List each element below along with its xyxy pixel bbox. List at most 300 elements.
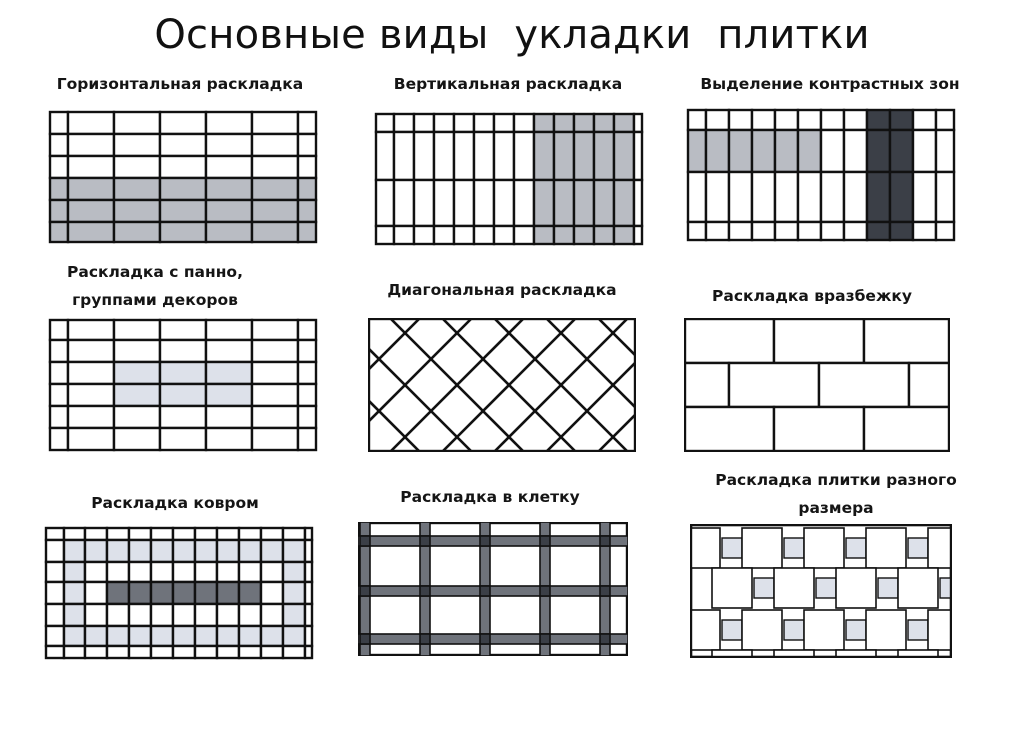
tile xyxy=(206,362,252,384)
small-tile xyxy=(846,620,866,640)
tile xyxy=(114,178,160,200)
tile xyxy=(594,180,614,226)
tile xyxy=(298,428,316,450)
tile xyxy=(474,226,494,244)
tile xyxy=(160,384,206,406)
tile xyxy=(68,320,114,340)
tile xyxy=(283,562,305,582)
tile xyxy=(936,130,954,172)
tile xyxy=(844,110,867,130)
tile xyxy=(151,582,173,604)
checker-band-horizontal xyxy=(358,586,628,596)
checkered-layout-pattern xyxy=(358,522,628,656)
tile xyxy=(394,114,414,132)
tile xyxy=(554,226,574,244)
tile xyxy=(114,340,160,362)
tile xyxy=(298,112,316,134)
brick-tile xyxy=(909,363,949,407)
tile xyxy=(173,582,195,604)
tile xyxy=(107,528,129,540)
tile xyxy=(173,528,195,540)
checker-cross xyxy=(420,586,430,596)
tile xyxy=(574,226,594,244)
brick-tile xyxy=(774,407,864,451)
tile xyxy=(261,582,283,604)
tile xyxy=(936,172,954,222)
tile xyxy=(114,134,160,156)
tile xyxy=(239,646,261,658)
tile xyxy=(283,540,305,562)
tile xyxy=(252,200,298,222)
staggered-layout-pattern xyxy=(684,318,950,452)
tile xyxy=(195,528,217,540)
tile xyxy=(913,130,936,172)
tile xyxy=(867,110,890,130)
checker-cross xyxy=(600,634,610,644)
tile xyxy=(798,110,821,130)
tile xyxy=(283,604,305,626)
checker-band-horizontal xyxy=(358,536,628,546)
tile xyxy=(85,528,107,540)
caption-contrast-zones xyxy=(690,70,970,98)
tile xyxy=(305,626,312,646)
tile xyxy=(867,130,890,172)
tile xyxy=(206,384,252,406)
tile xyxy=(913,222,936,240)
tile xyxy=(160,178,206,200)
tile xyxy=(195,540,217,562)
tile xyxy=(298,340,316,362)
tile xyxy=(283,626,305,646)
tile xyxy=(614,132,634,180)
tile xyxy=(64,562,85,582)
tile xyxy=(376,114,394,132)
tile xyxy=(376,226,394,244)
tile xyxy=(688,130,706,172)
tile xyxy=(821,172,844,222)
small-tile xyxy=(784,620,804,640)
tile xyxy=(107,646,129,658)
large-tile xyxy=(866,610,906,650)
tile xyxy=(494,132,514,180)
tile xyxy=(454,226,474,244)
tile xyxy=(68,362,114,384)
tile xyxy=(434,132,454,180)
tile xyxy=(298,384,316,406)
large-tile xyxy=(742,610,782,650)
tile xyxy=(68,340,114,362)
tile xyxy=(195,562,217,582)
tile xyxy=(50,112,68,134)
tile xyxy=(890,110,913,130)
caption-line: Выделение контрастных зон xyxy=(700,75,960,93)
tile xyxy=(64,626,85,646)
tile xyxy=(867,222,890,240)
tile xyxy=(283,528,305,540)
tile xyxy=(151,604,173,626)
tile xyxy=(252,362,298,384)
tile xyxy=(514,132,534,180)
tile xyxy=(206,178,252,200)
brick-tile xyxy=(864,319,949,363)
brick-tile xyxy=(774,319,864,363)
caption-checkered xyxy=(350,483,630,511)
tile xyxy=(913,172,936,222)
tile xyxy=(129,528,151,540)
tile xyxy=(706,172,729,222)
tile xyxy=(394,132,414,180)
caption-line: Вертикальная раскладка xyxy=(393,75,623,93)
tile xyxy=(46,540,64,562)
tile xyxy=(46,604,64,626)
tile xyxy=(217,562,239,582)
tile xyxy=(160,222,206,242)
brick-tile xyxy=(729,363,819,407)
tile xyxy=(261,562,283,582)
tile xyxy=(85,582,107,604)
large-tile xyxy=(836,568,876,608)
tile xyxy=(129,604,151,626)
tile xyxy=(217,528,239,540)
tile xyxy=(729,172,752,222)
tile xyxy=(68,178,114,200)
small-tile xyxy=(908,538,928,558)
tile xyxy=(85,540,107,562)
tile xyxy=(594,114,614,132)
tile xyxy=(173,646,195,658)
tile xyxy=(173,626,195,646)
tile xyxy=(50,320,68,340)
brick-tile xyxy=(819,363,909,407)
tile xyxy=(752,110,775,130)
tile xyxy=(594,226,614,244)
tile xyxy=(688,110,706,130)
large-tile xyxy=(712,568,752,608)
tile xyxy=(775,110,798,130)
tile xyxy=(574,180,594,226)
tile xyxy=(283,582,305,604)
tile xyxy=(594,132,614,180)
tile xyxy=(298,406,316,428)
tile xyxy=(173,540,195,562)
tile xyxy=(534,132,554,180)
tile xyxy=(50,178,68,200)
large-tile xyxy=(690,610,720,650)
tile xyxy=(252,222,298,242)
large-tile xyxy=(804,528,844,568)
tile xyxy=(85,604,107,626)
caption-line: Раскладка с панно, xyxy=(67,263,243,281)
tile xyxy=(821,222,844,240)
caption-mixed-size xyxy=(696,466,976,522)
tile xyxy=(160,134,206,156)
tile xyxy=(913,110,936,130)
tile xyxy=(634,114,642,132)
caption-line: Горизонтальная раскладка xyxy=(56,75,304,93)
tile xyxy=(206,200,252,222)
tile xyxy=(474,180,494,226)
small-tile xyxy=(846,538,866,558)
checker-cross xyxy=(360,586,370,596)
tile xyxy=(129,626,151,646)
tile xyxy=(68,384,114,406)
tile xyxy=(614,180,634,226)
tile xyxy=(129,562,151,582)
tile xyxy=(261,626,283,646)
tile xyxy=(239,540,261,562)
tile xyxy=(46,646,64,658)
tile xyxy=(239,582,261,604)
tile xyxy=(574,132,594,180)
tile xyxy=(239,604,261,626)
caption-line: Раскладка в клетку xyxy=(400,488,580,506)
large-tile xyxy=(928,528,952,568)
tile xyxy=(454,132,474,180)
tile xyxy=(151,562,173,582)
tile xyxy=(414,226,434,244)
tile xyxy=(434,226,454,244)
tile xyxy=(160,362,206,384)
large-tile xyxy=(866,528,906,568)
tile xyxy=(217,604,239,626)
tile xyxy=(68,200,114,222)
page-title: Основные виды укладки плитки xyxy=(154,12,870,58)
tile xyxy=(217,626,239,646)
tile xyxy=(107,540,129,562)
tile xyxy=(752,172,775,222)
tile xyxy=(206,320,252,340)
tile xyxy=(85,626,107,646)
large-tile xyxy=(804,610,844,650)
tile xyxy=(688,222,706,240)
tile xyxy=(46,562,64,582)
caption-panel-decor xyxy=(30,258,280,314)
tile xyxy=(298,156,316,178)
checker-cross xyxy=(540,586,550,596)
tile xyxy=(46,582,64,604)
tile xyxy=(305,528,312,540)
diagonal-layout-pattern xyxy=(368,318,636,452)
tile xyxy=(217,646,239,658)
tile xyxy=(305,604,312,626)
tile xyxy=(261,646,283,658)
tile xyxy=(454,180,474,226)
tile xyxy=(298,222,316,242)
large-tile xyxy=(690,528,720,568)
brick-tile xyxy=(685,363,729,407)
carpet-layout-pattern xyxy=(44,526,314,660)
tile xyxy=(50,362,68,384)
checker-cross xyxy=(360,634,370,644)
tile xyxy=(107,562,129,582)
checker-cross xyxy=(540,634,550,644)
tile xyxy=(305,582,312,604)
tile xyxy=(688,172,706,222)
tile xyxy=(151,528,173,540)
checker-cross xyxy=(480,634,490,644)
tile xyxy=(394,180,414,226)
tile xyxy=(46,626,64,646)
tile xyxy=(50,384,68,406)
tile xyxy=(252,134,298,156)
tile xyxy=(195,626,217,646)
tile xyxy=(68,222,114,242)
tile xyxy=(414,132,434,180)
tile xyxy=(729,130,752,172)
tile xyxy=(252,112,298,134)
small-tile xyxy=(816,578,836,598)
checker-cross xyxy=(360,536,370,546)
tile xyxy=(85,562,107,582)
tile xyxy=(160,156,206,178)
tile xyxy=(752,130,775,172)
tile xyxy=(50,156,68,178)
tile xyxy=(46,528,64,540)
tile xyxy=(129,646,151,658)
caption-line: Раскладка плитки разного xyxy=(715,471,957,489)
tile xyxy=(160,320,206,340)
tile xyxy=(160,340,206,362)
tile xyxy=(414,180,434,226)
tile xyxy=(298,200,316,222)
tile xyxy=(867,172,890,222)
tile xyxy=(798,222,821,240)
tile xyxy=(151,646,173,658)
tile xyxy=(634,180,642,226)
caption-line: Раскладка ковром xyxy=(91,494,259,512)
tile xyxy=(68,428,114,450)
tile xyxy=(554,180,574,226)
tile xyxy=(64,604,85,626)
tile xyxy=(129,582,151,604)
tile xyxy=(206,428,252,450)
tile xyxy=(206,406,252,428)
tile xyxy=(534,226,554,244)
tile xyxy=(114,200,160,222)
tile xyxy=(160,428,206,450)
tile xyxy=(775,172,798,222)
tile xyxy=(494,114,514,132)
large-tile xyxy=(928,610,952,650)
tile xyxy=(706,110,729,130)
tile xyxy=(107,626,129,646)
tile xyxy=(554,132,574,180)
tile xyxy=(305,562,312,582)
tile xyxy=(305,540,312,562)
tile xyxy=(50,134,68,156)
tile xyxy=(239,626,261,646)
tile xyxy=(195,604,217,626)
tile xyxy=(206,340,252,362)
small-tile xyxy=(908,620,928,640)
checker-band-horizontal xyxy=(358,634,628,644)
tile xyxy=(64,646,85,658)
tile xyxy=(114,384,160,406)
tile xyxy=(252,384,298,406)
panel-decor-pattern xyxy=(48,318,318,452)
tile xyxy=(50,340,68,362)
tile xyxy=(298,320,316,340)
tile xyxy=(252,340,298,362)
tile xyxy=(394,226,414,244)
tile xyxy=(798,130,821,172)
tile xyxy=(514,180,534,226)
brick-tile xyxy=(864,407,949,451)
tile xyxy=(217,540,239,562)
tile xyxy=(614,114,634,132)
tile xyxy=(890,130,913,172)
vertical-layout-pattern xyxy=(374,112,644,246)
tile xyxy=(114,320,160,340)
tile xyxy=(68,406,114,428)
tile xyxy=(634,132,642,180)
large-tile xyxy=(774,568,814,608)
tile xyxy=(129,540,151,562)
tile xyxy=(107,604,129,626)
small-tile xyxy=(722,620,742,640)
tile xyxy=(261,540,283,562)
tile xyxy=(376,180,394,226)
tile xyxy=(206,134,252,156)
caption-line: группами декоров xyxy=(72,291,238,309)
small-tile xyxy=(754,578,774,598)
tile xyxy=(298,362,316,384)
tile xyxy=(798,172,821,222)
tile xyxy=(434,180,454,226)
tile xyxy=(494,226,514,244)
tile xyxy=(706,222,729,240)
tile xyxy=(68,156,114,178)
tile xyxy=(50,406,68,428)
tile xyxy=(844,130,867,172)
checker-cross xyxy=(540,536,550,546)
checker-cross xyxy=(600,536,610,546)
tile xyxy=(474,114,494,132)
tile xyxy=(706,130,729,172)
tile xyxy=(283,646,305,658)
tile xyxy=(206,222,252,242)
tile xyxy=(534,180,554,226)
tile xyxy=(68,112,114,134)
checker-cross xyxy=(600,586,610,596)
tile xyxy=(173,604,195,626)
tile xyxy=(252,178,298,200)
tile xyxy=(821,110,844,130)
tile xyxy=(239,528,261,540)
brick-tile xyxy=(685,319,774,363)
tile xyxy=(160,406,206,428)
tile xyxy=(195,582,217,604)
tile xyxy=(107,582,129,604)
small-tile xyxy=(784,538,804,558)
tile xyxy=(252,320,298,340)
tile xyxy=(574,114,594,132)
tile xyxy=(890,172,913,222)
large-tile xyxy=(742,528,782,568)
caption-line: Раскладка вразбежку xyxy=(712,287,912,305)
caption-horizontal xyxy=(40,70,320,98)
tile xyxy=(494,180,514,226)
caption-staggered xyxy=(672,282,952,310)
tile xyxy=(454,114,474,132)
tile xyxy=(414,114,434,132)
large-tile xyxy=(898,568,938,608)
tile xyxy=(514,114,534,132)
checker-cross xyxy=(420,634,430,644)
small-tile xyxy=(878,578,898,598)
checker-cross xyxy=(420,536,430,546)
tile xyxy=(206,156,252,178)
